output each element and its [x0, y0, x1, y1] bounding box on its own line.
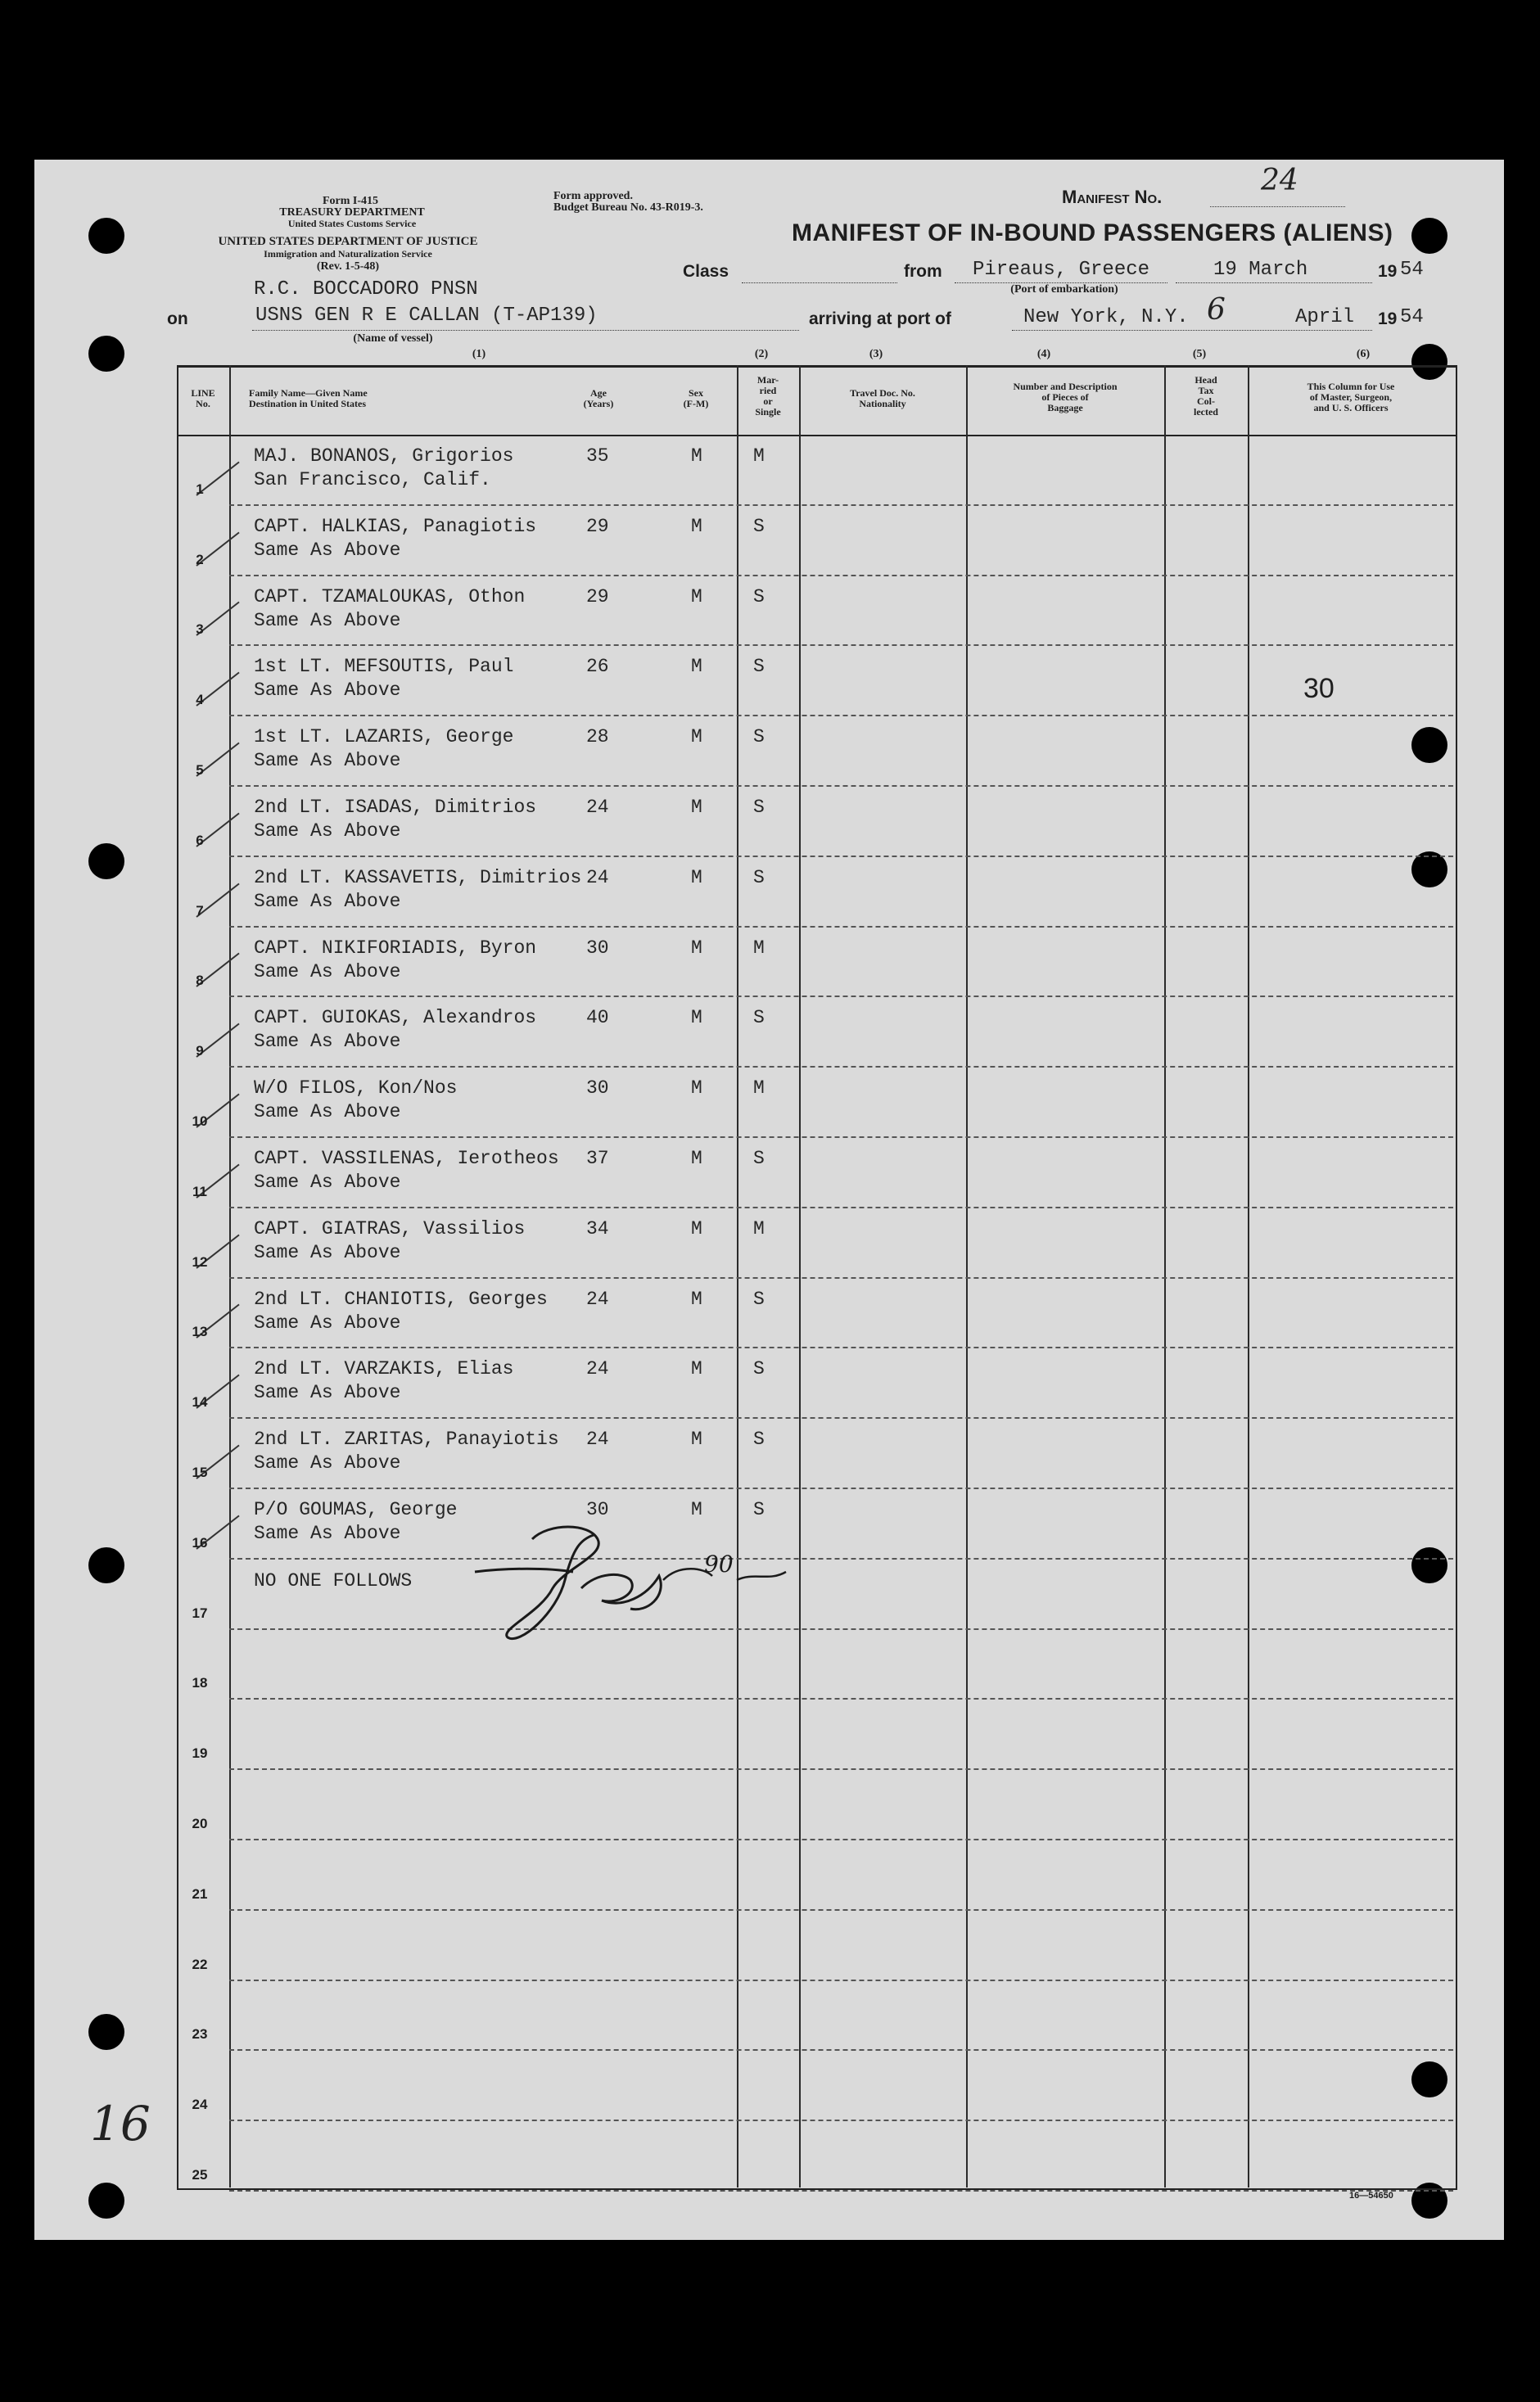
line-number: 23: [192, 2026, 208, 2043]
row-divider: [229, 2049, 1453, 2051]
line-number: 17: [192, 1605, 208, 1621]
passenger-marital-status: S: [753, 1358, 765, 1380]
passenger-name: 1st LT. LAZARIS, George: [254, 726, 514, 748]
vessel-caption: (Name of vessel): [353, 332, 433, 345]
passenger-name: CAPT. GUIOKAS, Alexandros: [254, 1007, 537, 1029]
passenger-destination: Same As Above: [254, 1523, 401, 1544]
passenger-destination: Same As Above: [254, 960, 401, 982]
line-number: 13: [192, 1324, 208, 1340]
col-header-age: Age (Years): [583, 387, 614, 409]
line-number: 9: [196, 1043, 204, 1059]
officer-signature: [458, 1490, 802, 1646]
embark-port: Pireaus, Greece: [973, 259, 1150, 281]
from-label: from: [904, 262, 942, 281]
customs-label: United States Customs Service: [287, 218, 417, 229]
doj-label: UNITED STATES DEPARTMENT OF JUSTICE: [218, 235, 478, 248]
margin-note: 16: [90, 2096, 151, 2151]
col-number-2: (2): [754, 348, 769, 360]
passenger-destination: Same As Above: [254, 1312, 401, 1334]
arriving-label: arriving at port of: [809, 309, 951, 328]
row-divider: [229, 856, 1453, 857]
passenger-name: 1st LT. MEFSOUTIS, Paul: [254, 656, 514, 678]
row-divider: [229, 1417, 1453, 1419]
col-number-6: (6): [1356, 348, 1371, 360]
on-label: on: [167, 309, 188, 328]
col-header-line-no: LINE No.: [191, 387, 215, 409]
passenger-name: 2nd LT. ZARITAS, Panayiotis: [254, 1429, 559, 1451]
passenger-name: 2nd LT. CHANIOTIS, Georges: [254, 1288, 548, 1310]
manifest-no-value: 24: [1261, 164, 1298, 197]
col-header-baggage: Number and Description of Pieces of Baggage: [1013, 381, 1118, 413]
row-divider: [229, 504, 1453, 506]
passenger-sex: M: [691, 1429, 702, 1451]
punch-hole: [88, 843, 124, 879]
vessel-underline: [252, 330, 799, 331]
arrival-month: April: [1295, 306, 1355, 328]
row-divider: [229, 1698, 1453, 1700]
revision-label: (Rev. 1-5-48): [316, 260, 380, 273]
passenger-destination: Same As Above: [254, 1101, 401, 1123]
passenger-marital-status: M: [753, 445, 765, 467]
embark-caption: (Port of embarkation): [1010, 283, 1118, 296]
page-title: MANIFEST OF IN-BOUND PASSENGERS (ALIENS): [792, 219, 1393, 246]
row-divider: [229, 1488, 1453, 1489]
passenger-age: 30: [586, 1077, 609, 1099]
passenger-sex: M: [691, 445, 702, 467]
col-header-sex: Sex (F-M): [683, 387, 709, 409]
passenger-sex: M: [691, 866, 702, 888]
passenger-sex: M: [691, 515, 702, 537]
line-number: 12: [192, 1253, 208, 1270]
passenger-marital-status: S: [753, 585, 765, 607]
row-divider: [229, 926, 1453, 928]
passenger-age: 29: [586, 515, 609, 537]
passenger-sex: M: [691, 797, 702, 818]
passenger-age: 30: [586, 937, 609, 959]
passenger-sex: M: [691, 1148, 702, 1169]
passenger-sex: M: [691, 1077, 702, 1099]
row-divider: [229, 785, 1453, 787]
passenger-destination: Same As Above: [254, 1382, 401, 1404]
passenger-marital-status: S: [753, 1148, 765, 1169]
budget-bureau: Budget Bureau No. 43-R019-3.: [553, 201, 703, 214]
passenger-marital-status: S: [753, 1007, 765, 1029]
col-header-married: Mar- ried or Single: [755, 374, 781, 418]
line-number: 20: [192, 1816, 208, 1831]
passenger-marital-status: S: [753, 656, 765, 678]
arrival-port-underline: [1012, 330, 1372, 331]
line-number: 2: [196, 551, 204, 567]
row-divider: [229, 644, 1453, 646]
col-header-officers: This Column for Use of Master, Surgeon, and U. S. Officers: [1307, 381, 1395, 413]
passenger-name: CAPT. VASSILENAS, Ierotheos: [254, 1148, 559, 1169]
punch-hole: [88, 2014, 124, 2050]
passenger-age: 28: [586, 726, 609, 748]
col-number-1: (1): [472, 348, 486, 360]
passenger-age: 29: [586, 585, 609, 607]
manifest-no-label: Manifest No.: [1062, 187, 1163, 207]
passenger-marital-status: S: [753, 1429, 765, 1451]
passenger-name: CAPT. GIATRAS, Vassilios: [254, 1217, 526, 1239]
passenger-sex: M: [691, 1007, 702, 1029]
passenger-destination: Same As Above: [254, 820, 401, 842]
passenger-age: 24: [586, 1429, 609, 1451]
row-divider: [229, 1136, 1453, 1138]
col-number-5: (5): [1192, 348, 1207, 360]
passenger-name: P/O GOUMAS, George: [254, 1499, 458, 1520]
row-divider: [229, 1980, 1453, 1981]
arrival-year-prefix: 19: [1378, 309, 1398, 328]
passenger-destination: Same As Above: [254, 609, 401, 631]
punch-hole: [1411, 218, 1447, 254]
line-number: 4: [196, 692, 204, 708]
row-divider: [229, 1628, 1453, 1630]
passenger-marital-status: S: [753, 1499, 765, 1520]
class-label: Class: [683, 262, 729, 281]
row-divider: [229, 1277, 1453, 1279]
line-number: 5: [196, 762, 204, 778]
punch-hole: [88, 2183, 124, 2219]
passenger-age: 35: [586, 445, 609, 467]
table-header-rule: [177, 435, 1456, 436]
vessel-name: USNS GEN R E CALLAN (T-AP139): [255, 305, 598, 327]
row-divider: [229, 1207, 1453, 1208]
line-number: 6: [196, 832, 204, 848]
col-number-4: (4): [1036, 348, 1051, 360]
row-divider: [229, 996, 1453, 997]
row-divider: [229, 1066, 1453, 1068]
line-number: 19: [192, 1745, 208, 1762]
passenger-age: 24: [586, 1288, 609, 1310]
arrival-port: New York, N.Y.: [1023, 306, 1189, 328]
passenger-sex: M: [691, 656, 702, 678]
passenger-age: 24: [586, 1358, 609, 1380]
line-number: 10: [192, 1113, 208, 1129]
row-divider: [229, 1839, 1453, 1840]
passenger-destination: Same As Above: [254, 1031, 401, 1053]
form-approved: Form approved.: [553, 190, 633, 202]
passenger-name: CAPT. NIKIFORIADIS, Byron: [254, 937, 537, 959]
passenger-name: 2nd LT. ISADAS, Dimitrios: [254, 797, 537, 818]
operator-name: R.C. BOCCADORO PNSN: [254, 278, 478, 300]
passenger-marital-status: M: [753, 1077, 765, 1099]
passenger-destination: Same As Above: [254, 1452, 401, 1474]
passenger-name: CAPT. TZAMALOUKAS, Othon: [254, 585, 526, 607]
passenger-sex: M: [691, 937, 702, 959]
col-header-travel-doc: Travel Doc. No. Nationality: [850, 387, 915, 409]
punch-hole: [88, 1547, 124, 1583]
col-header-name: Family Name—Given Name Destination in United States: [249, 387, 368, 409]
row-divider: [229, 1909, 1453, 1911]
depart-date-underline: [1176, 282, 1372, 283]
passenger-destination: Same As Above: [254, 1172, 401, 1193]
depart-year-prefix: 19: [1378, 262, 1398, 281]
class-underline: [742, 282, 897, 283]
row-divider: [229, 2120, 1453, 2121]
passenger-age: 37: [586, 1148, 609, 1169]
passenger-destination: Same As Above: [254, 890, 401, 912]
passenger-destination: Same As Above: [254, 680, 401, 702]
row-divider: [229, 575, 1453, 576]
form-number: Form I-415: [322, 195, 379, 207]
manifest-no-underline: [1210, 206, 1345, 207]
treasury-label: TREASURY DEPARTMENT: [279, 206, 425, 219]
passenger-marital-status: S: [753, 726, 765, 748]
officer-note: 30: [1303, 673, 1335, 704]
depart-year: 54: [1400, 259, 1424, 281]
ins-label: Immigration and Naturalization Service: [264, 248, 432, 260]
passenger-destination: Same As Above: [254, 1241, 401, 1263]
row-divider: [229, 1768, 1453, 1770]
row-divider: [229, 1558, 1453, 1560]
no-one-follows: NO ONE FOLLOWS: [254, 1570, 413, 1592]
passenger-destination: Same As Above: [254, 539, 401, 561]
row-divider: [229, 715, 1453, 716]
passenger-age: 24: [586, 866, 609, 888]
passenger-name: W/O FILOS, Kon/Nos: [254, 1077, 458, 1099]
passenger-name: CAPT. HALKIAS, Panagiotis: [254, 515, 537, 537]
passenger-destination: San Francisco, Calif.: [254, 469, 491, 490]
footer-code: 16—54650: [1349, 2191, 1393, 2201]
arrival-year: 54: [1400, 306, 1424, 328]
line-number: 15: [192, 1465, 208, 1480]
passenger-marital-status: M: [753, 937, 765, 959]
line-number: 21: [192, 1885, 208, 1902]
row-divider: [229, 1347, 1453, 1348]
punch-hole: [88, 218, 124, 254]
svg-text:90: 90: [704, 1551, 734, 1578]
passenger-marital-status: M: [753, 1217, 765, 1239]
col-header-head-tax: Head Tax Col- lected: [1194, 374, 1218, 418]
line-number: 3: [196, 621, 204, 638]
passenger-age: 24: [586, 797, 609, 818]
passenger-sex: M: [691, 1358, 702, 1380]
passenger-age: 30: [586, 1499, 609, 1520]
passenger-name: 2nd LT. KASSAVETIS, Dimitrios: [254, 866, 582, 888]
line-number: 22: [192, 1956, 208, 1972]
passenger-sex: M: [691, 1288, 702, 1310]
line-number: 14: [192, 1394, 208, 1411]
passenger-marital-status: S: [753, 1288, 765, 1310]
line-number: 8: [196, 973, 204, 989]
passenger-sex: M: [691, 726, 702, 748]
row-divider: [229, 2190, 1453, 2192]
passenger-sex: M: [691, 1499, 702, 1520]
passenger-marital-status: S: [753, 515, 765, 537]
line-number: 25: [192, 2167, 208, 2183]
passenger-name: 2nd LT. VARZAKIS, Elias: [254, 1358, 514, 1380]
punch-hole: [88, 336, 124, 372]
arrival-day: 6: [1207, 293, 1226, 327]
passenger-name: MAJ. BONANOS, Grigorios: [254, 445, 514, 467]
passenger-age: 40: [586, 1007, 609, 1029]
line-number: 7: [196, 902, 204, 919]
line-number: 24: [192, 2097, 208, 2113]
passenger-sex: M: [691, 1217, 702, 1239]
line-number: 16: [192, 1534, 208, 1551]
passenger-age: 26: [586, 656, 609, 678]
line-number: 11: [192, 1183, 207, 1199]
line-number: 18: [192, 1675, 208, 1691]
passenger-sex: M: [691, 585, 702, 607]
passenger-destination: Same As Above: [254, 750, 401, 772]
line-number: 1: [196, 481, 204, 497]
passenger-marital-status: S: [753, 797, 765, 818]
col-number-3: (3): [869, 348, 883, 360]
passenger-age: 34: [586, 1217, 609, 1239]
depart-date: 19 March: [1213, 259, 1308, 281]
passenger-marital-status: S: [753, 866, 765, 888]
